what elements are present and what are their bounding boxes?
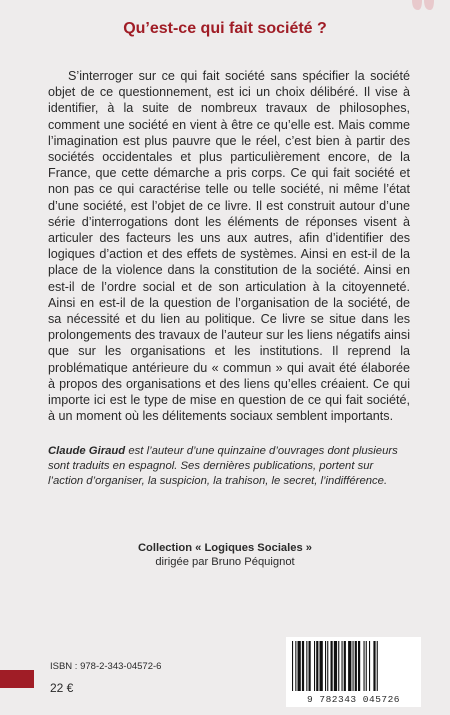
author-name: Claude Giraud xyxy=(48,445,126,457)
logo-mark-icon xyxy=(410,0,436,12)
barcode-number: 9 782343 045726 xyxy=(306,694,400,705)
collection-info xyxy=(0,541,450,569)
barcode-bars-icon xyxy=(292,641,415,691)
red-strip xyxy=(0,670,34,688)
author-bio-text: est l’auteur d’une quinzaine d’ouvrages dont plusieurs sont traduits en espagnol. Ses dernières publications, portent sur l’action d’organiser, la suspicion, la trahison, le secret, l’indifférence. xyxy=(48,445,398,487)
price-label: 22 € xyxy=(50,681,74,695)
author-bio xyxy=(48,444,410,489)
isbn-label: ISBN : 978-2-343-04572-6 xyxy=(50,661,162,672)
collection-name: Collection « Logiques Sociales » xyxy=(137,542,313,554)
collection-director: dirigée par Bruno Péquignot xyxy=(155,556,295,568)
book-title: Qu’est-ce qui fait société ? xyxy=(123,20,327,37)
summary-text: S’interroger sur ce qui fait société sans spécifier la société objet de ce questionnement, est ici un choix délibéré. Il vise à identifier, à la suite de nombreux travaux de philosophes, comment une société en vient à être ce qu’elle est. Mais comme l’imagination est plus pauvre que le réel, c’est bien à partir des sociétés occidentales et plus particulièrement encore, de la France, que cette démarche a pris corps. Ce qui fait société et non pas ce qui caractérise telle ou telle société, ni même l’état d’une société, est l’objet de ce livre. Il est construit autour d’une série d’interrogations dont les éléments de réponses visent à articuler des facteurs les uns aux autres, afin d’identifier des logiques d’action et des effets de systèmes. Ainsi en est-il de la place de la violence dans la constitution de la société. Ainsi en est-il de l’ordre social et de son articulation à la citoyenneté. Ainsi en est-il de la question de l’organisation de la société, de sa nécessité et du lien au politique. Ce livre se situe dans les prolongements des travaux de l’auteur sur les liens négatifs ainsi que sur les organisations et les institutions. Il reprend la problématique antérieure du « commun » qui avait été élaborée à propos des organisations et des liens qu’elles créaient. Ce qui importe ici est le type de mise en question de ce qui fait société, à un moment où les délitements sociaux semblent importants. xyxy=(48,69,410,424)
barcode xyxy=(286,637,421,707)
